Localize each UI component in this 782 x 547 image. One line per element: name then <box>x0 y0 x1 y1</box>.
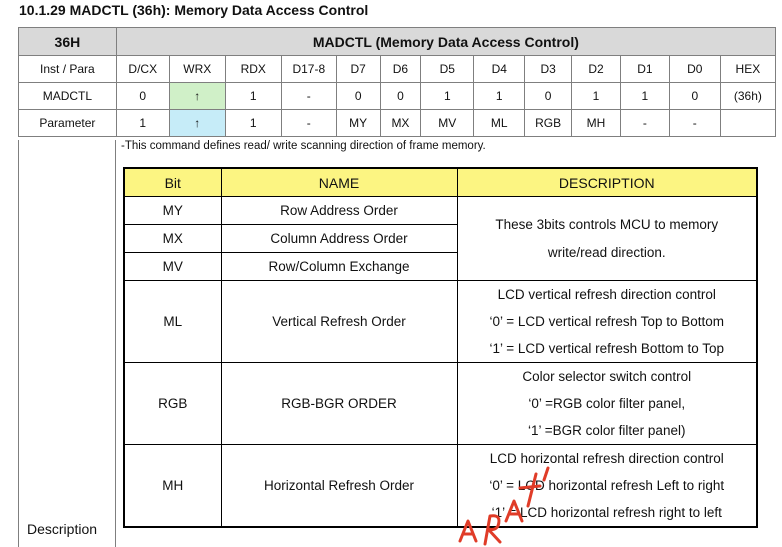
description-column <box>18 140 116 547</box>
table-row <box>124 363 757 445</box>
table-cell: (36h) <box>720 83 775 110</box>
name-cell: Horizontal Refresh Order <box>221 445 457 528</box>
table-header-row <box>19 28 776 56</box>
description-line: Color selector switch control <box>522 369 692 384</box>
description-line: ‘1’ = LCD vertical refresh Bottom to Top <box>489 341 724 356</box>
table-header-row <box>124 168 757 197</box>
bit-cell: MX <box>124 225 221 253</box>
table-cell: - <box>669 110 720 137</box>
command-title: MADCTL (Memory Data Access Control) <box>116 28 775 56</box>
table-cell: 1 <box>421 83 474 110</box>
table-cell: 0 <box>380 83 421 110</box>
table-cell: 0 <box>669 83 720 110</box>
bit-cell: MV <box>124 253 221 281</box>
table-cell <box>720 110 775 137</box>
table-cell: D7 <box>336 56 380 83</box>
name-cell: Vertical Refresh Order <box>221 281 457 363</box>
description-line: LCD horizontal refresh direction control <box>489 451 724 466</box>
description-line: ‘0’ = LCD vertical refresh Top to Bottom <box>489 314 724 329</box>
bit-cell: RGB <box>124 363 221 445</box>
table-cell: 0 <box>116 83 169 110</box>
description-line: LCD vertical refresh direction control <box>497 287 716 302</box>
description-line: ‘0’ = LCD horizontal refresh Left to right <box>489 478 725 493</box>
bit-cell: MY <box>124 197 221 225</box>
description-cell <box>457 363 757 445</box>
table-row <box>19 83 776 110</box>
madctl-register-table <box>18 27 776 137</box>
table-row <box>124 281 757 363</box>
description-label: Description <box>27 521 98 537</box>
table-cell: D1 <box>620 56 669 83</box>
table-cell: RDX <box>225 56 281 83</box>
table-cell: 1 <box>225 83 281 110</box>
bit-cell: ML <box>124 281 221 363</box>
table-cell: HEX <box>720 56 775 83</box>
table-cell: 0 <box>336 83 380 110</box>
table-cell: WRX <box>169 56 225 83</box>
table-cell: D5 <box>421 56 474 83</box>
table-row <box>19 56 776 83</box>
wrx-cell-arrow: ↑ <box>169 83 225 110</box>
description-cell <box>457 281 757 363</box>
description-line: These 3bits controls MCU to memory <box>495 217 719 232</box>
table-cell: MY <box>336 110 380 137</box>
bit-cell: MH <box>124 445 221 528</box>
wrx-cell-arrow: ↑ <box>169 110 225 137</box>
watermark <box>440 466 550 547</box>
table-cell: D0 <box>669 56 720 83</box>
table-cell: 0 <box>525 83 572 110</box>
name-cell: Row Address Order <box>221 197 457 225</box>
row-label: Parameter <box>19 110 117 137</box>
table-cell: D2 <box>572 56 621 83</box>
name-cell: Column Address Order <box>221 225 457 253</box>
table-cell: 1 <box>620 83 669 110</box>
table-cell: 1 <box>116 110 169 137</box>
table-cell: D/CX <box>116 56 169 83</box>
row-label: MADCTL <box>19 83 117 110</box>
section-heading: 10.1.29 MADCTL (36h): Memory Data Access Control <box>19 2 369 18</box>
table-cell: MX <box>380 110 421 137</box>
table-cell: D3 <box>525 56 572 83</box>
command-code: 36H <box>19 28 117 56</box>
table-row <box>124 197 757 225</box>
description-cell <box>457 197 757 281</box>
header-bit: Bit <box>124 168 221 197</box>
name-cell: Row/Column Exchange <box>221 253 457 281</box>
table-cell: D6 <box>380 56 421 83</box>
header-description: DESCRIPTION <box>457 168 757 197</box>
row-label: Inst / Para <box>19 56 117 83</box>
header-name: NAME <box>221 168 457 197</box>
description-line: ‘1’ =BGR color filter panel) <box>528 423 686 438</box>
table-cell: - <box>281 83 336 110</box>
description-line: ‘1’ = LCD horizontal refresh right to left <box>491 505 722 520</box>
table-cell: 1 <box>572 83 621 110</box>
name-cell: RGB-BGR ORDER <box>221 363 457 445</box>
description-line: ‘0’ =RGB color filter panel, <box>528 396 686 411</box>
table-cell: RGB <box>525 110 572 137</box>
table-cell: - <box>620 110 669 137</box>
table-cell: 1 <box>474 83 525 110</box>
table-cell: ML <box>474 110 525 137</box>
table-cell: - <box>281 110 336 137</box>
table-cell: D4 <box>474 56 525 83</box>
table-cell: MH <box>572 110 621 137</box>
table-row <box>19 110 776 137</box>
table-cell: D17-8 <box>281 56 336 83</box>
command-note: -This command defines read/ write scanning direction of frame memory. <box>121 140 486 152</box>
table-cell: MV <box>421 110 474 137</box>
description-line: write/read direction. <box>547 244 666 260</box>
table-cell: 1 <box>225 110 281 137</box>
